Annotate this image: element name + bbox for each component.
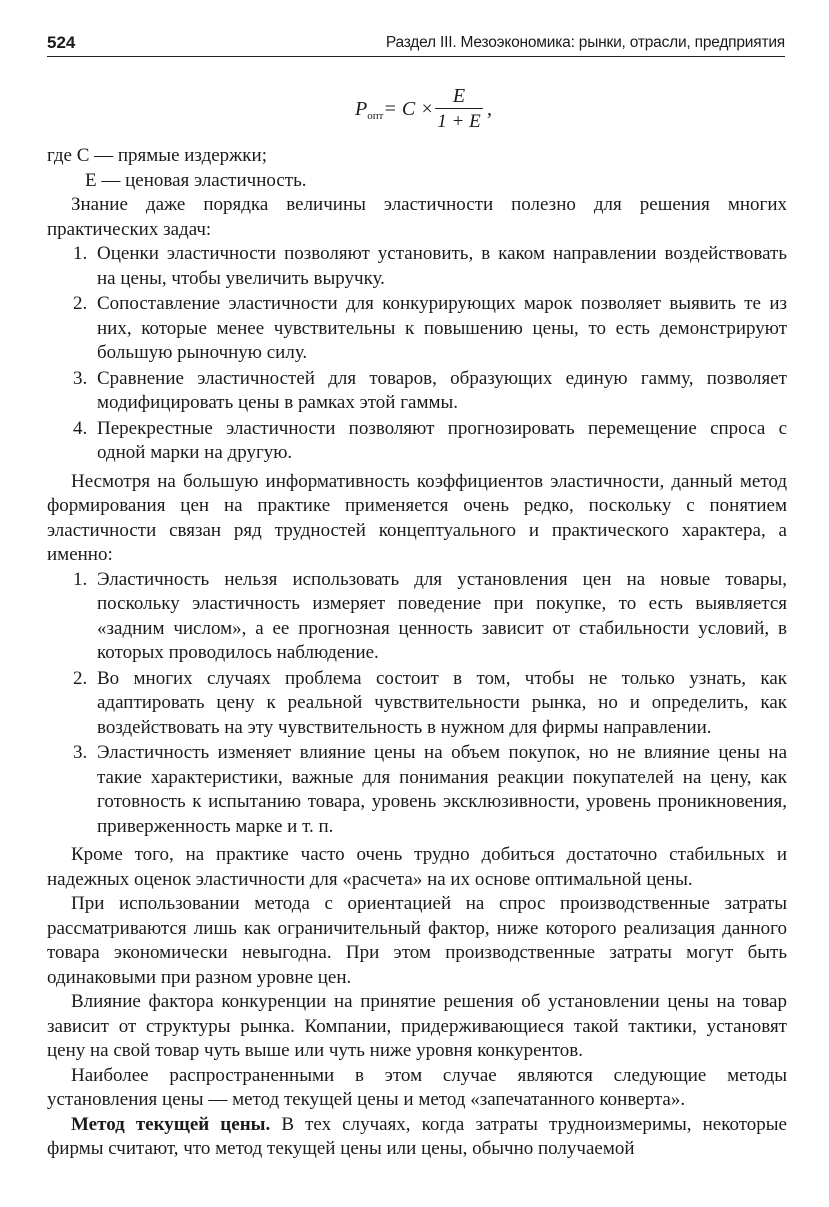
formula-numerator: E <box>452 85 466 107</box>
where-c: где C — прямые издержки; <box>47 145 267 166</box>
list-item: 4. Перекрестные эластичности позволяют прогнозировать перемещение спроса с одной марки на другую. <box>73 417 787 463</box>
list-2 <box>47 568 787 840</box>
formula-fraction <box>435 84 483 135</box>
list-item: 1. Оценки эластичности позволяют установить, в каком направлении воздействовать на цены, чтобы увеличить выручку. <box>73 243 787 289</box>
running-header <box>47 30 785 57</box>
paragraph-7: Метод текущей цены. В тех случаях, когда затраты трудноизмеримы, некоторые фирмы считают, что метод текущей цены или цены, обычно получаемой <box>47 1113 787 1159</box>
list-item: 3. Эластичность изменяет влияние цены на объем покупок, но не влияние цены на такие характеристики, важные для понимания реакции покупателей на цену, как готовность к испытанию товара, уровень эксклюзивности, уровень проникновения, приверженность марке и т. п. <box>73 742 787 837</box>
paragraph-6: Наиболее распространенными в этом случае являются следующие методы установления цены — метод текущей цены и метод «запечатанного конверта». <box>47 1064 787 1110</box>
page-number: 524 <box>47 33 76 52</box>
running-head-title: Раздел III. Мезоэкономика: рынки, отрасли, предприятия <box>385 34 785 51</box>
paragraph-5: Влияние фактора конкуренции на принятие решения об установлении цены на товар зависит от структуры рынка. Компании, придерживающиеся такой тактики, установят цену на свой товар чуть выше или чуть ниже уровня конкурентов. <box>47 991 787 1061</box>
formula-denominator: 1 + E <box>437 111 481 132</box>
list-item: 2. Сопоставление эластичности для конкурирующих марок позволяет выявить те из них, которые менее чувствительны к повышению цены, то есть демонстрируют большую рыночную силу. <box>73 293 787 363</box>
list-item: 2. Во многих случаях проблема состоит в том, чтобы не только узнать, как адаптировать цену к реальной чувствительности рынка, но и определить, как воздействовать на эту чувствительность в нужном для фирмы направлении. <box>73 667 787 738</box>
page-body <box>47 144 787 1162</box>
formula-comma: , <box>487 98 492 120</box>
paragraph-1: Знание даже порядка величины эластичности полезно для решения многих практических задач: <box>47 194 787 240</box>
paragraph-2: Несмотря на большую информативность коэффициентов эластичности, данный метод формирования цен на практике применяется очень редко, поскольку с понятием эластичности связан ряд трудностей концептуального и практического характера, а именно: <box>47 470 787 565</box>
list-item: 1. Эластичность нельзя использовать для установления цен на новые товары, поскольку эластичность измеряет поведение при покупке, то есть выявляется «задним числом», а ее прогнозная ценность зависит от стабильности условий, в которых проводилось наблюдение. <box>73 568 787 663</box>
method-heading: Метод текущей цены. <box>71 1113 271 1135</box>
paragraph-3: Кроме того, на практике часто очень трудно добиться достаточно стабильных и надежных оценок эластичности для «расчета» на их основе оптимальной цены. <box>47 844 787 890</box>
paragraph-4: При использовании метода с ориентацией на спрос производственные затраты рассматриваются лишь как ограничительный фактор, ниже которого реализация данного товара экономически невыгодна. При этом производственные затраты могут быть одинаковыми при разном уровне цен. <box>47 893 787 988</box>
list-1 <box>47 242 787 466</box>
list-item: 3. Сравнение эластичностей для товаров, образующих единую гамму, позволяет модифицировать цены в рамках этой гаммы. <box>73 367 787 413</box>
formula-lhs: $P_{опт}= C$ × <box>355 98 434 122</box>
where-e: E — ценовая эластичность. <box>85 169 307 191</box>
